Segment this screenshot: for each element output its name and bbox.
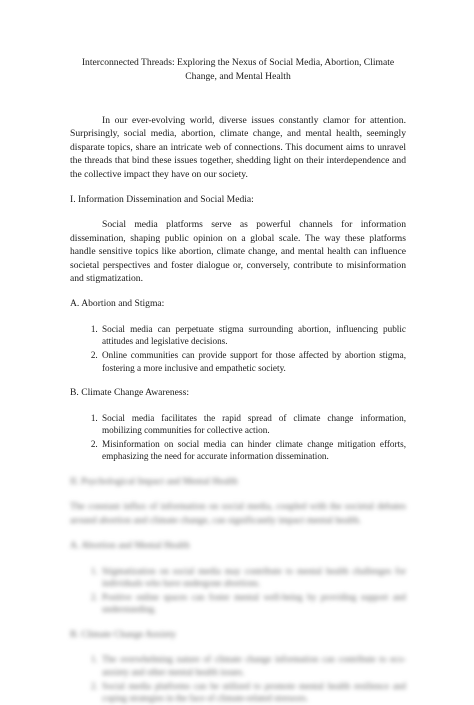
list-item: 1. Stigmatization on social media may contribute to mental health challenges for individuals who have undergone abortions. [100,565,406,590]
section-2-paragraph: The constant influx of information on social media, coupled with the societal debates around abortion and climate change, can significantly impact mental health. [70,501,406,526]
subsection-b-list [70,412,406,463]
section-2-subsection-a-heading: A. Abortion and Mental Health [70,540,190,552]
section-1-heading: I. Information Dissemination and Social Media: [70,194,254,206]
list-item: 2. Positive online spaces can foster mental well-being by providing support and understanding. [100,591,406,616]
list-item: 1. Social media can perpetuate stigma surrounding abortion, influencing public attitudes and legislative decisions. [100,323,406,348]
document-title: Interconnected Threads: Exploring the Nexus of Social Media, Abortion, Climate Change, and Mental Health [81,57,395,82]
section-2-subsection-b-heading: B. Climate Change Anxiety [70,629,177,641]
section-2-subsection-b-list [70,653,406,704]
list-item: 2. Misinformation on social media can hinder climate change mitigation efforts, emphasizing the need for accurate information dissemination. [100,438,406,463]
list-item: 1. Social media facilitates the rapid spread of climate change information, mobilizing communities for collective action. [100,412,406,437]
list-item: 2. Online communities can provide support for those affected by abortion stigma, fostering a more inclusive and empathetic society. [100,349,406,374]
section-2-subsection-a-list [70,565,406,616]
subsection-b-heading: B. Climate Change Awareness: [70,387,190,399]
list-item: 2. Social media platforms can be utilized to promote mental health resilience and coping strategies in the face of climate-related stressors. [100,680,406,705]
intro-paragraph: In our ever-evolving world, diverse issues constantly clamor for attention. Surprisingly, social media, abortion, climate change, and mental health, seemingly disparate topics, share an intricate web of connections. This document aims to unravel the threads that bind these issues together, shedding light on their interdependence and the collective impact they have on our society. [70,115,406,180]
blurred-preview-region [70,475,406,705]
section-2-heading: II. Psychological Impact and Mental Health [70,476,238,488]
subsection-a-heading: A. Abortion and Stigma: [70,298,165,310]
list-item: 1. The overwhelming nature of climate change information can contribute to eco-anxiety and other mental health issues. [100,653,406,678]
subsection-a-list [70,323,406,374]
section-1-paragraph: Social media platforms serve as powerful channels for information dissemination, shaping public opinion on a global scale. The way these platforms handle sensitive topics like abortion, climate change, and mental health can influence societal perspectives and foster dialogue or, conversely, contribute to misinformation and stigmatization. [70,219,406,285]
